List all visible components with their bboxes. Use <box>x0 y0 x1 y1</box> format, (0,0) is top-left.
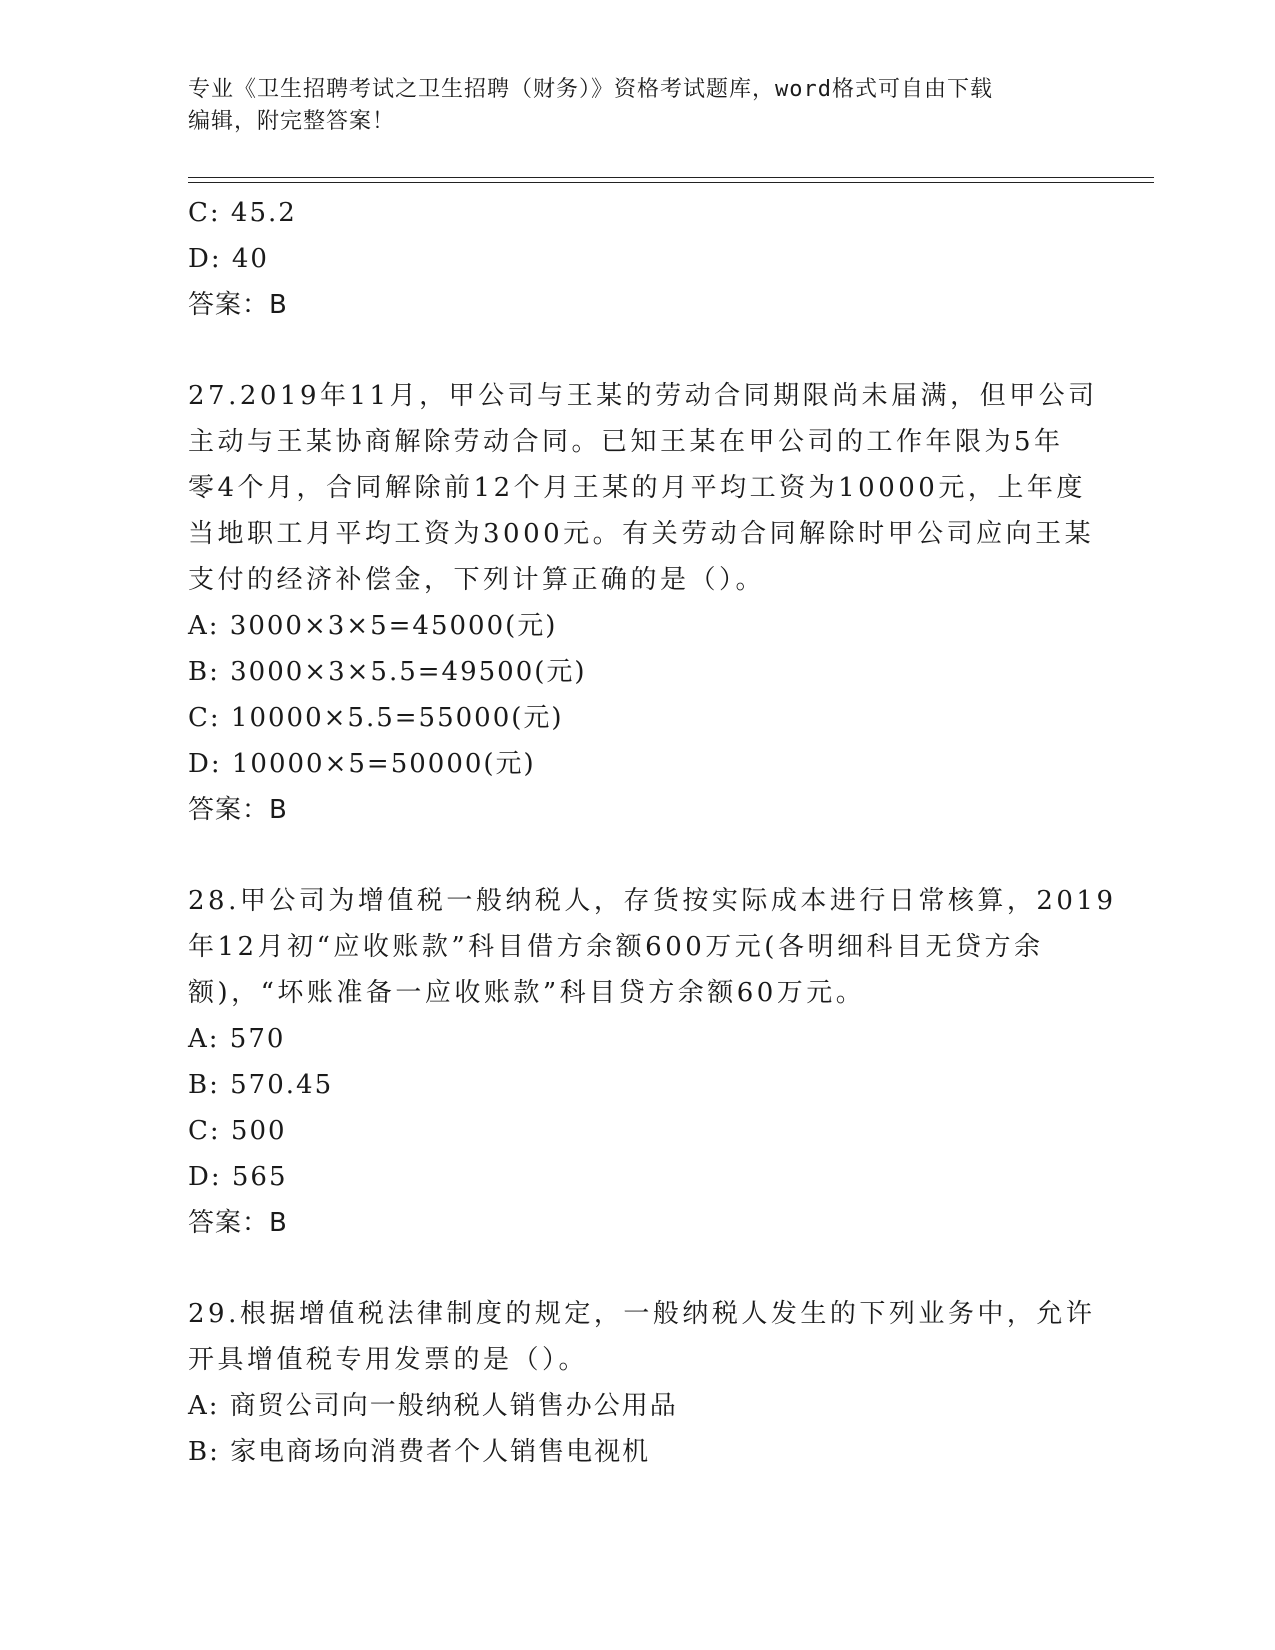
question-text-line: 开具增值税专用发票的是（）。 <box>188 1345 589 1375</box>
option-b: B: 570.45 <box>188 1070 334 1100</box>
option-a: A: 3000×3×5=45000(元) <box>188 611 558 641</box>
question-text-line: 零4个月，合同解除前12个月王某的月平均工资为10000元，上年度 <box>188 473 1086 503</box>
question-text-line: 当地职工月平均工资为3000元。有关劳动合同解除时甲公司应向王某 <box>188 519 1095 549</box>
option-b: B: 3000×3×5.5=49500(元) <box>188 657 587 687</box>
option-c: C: 10000×5.5=55000(元) <box>188 703 564 733</box>
answer: 答案：B <box>188 1208 288 1238</box>
option-d: D: 40 <box>188 244 269 274</box>
option-d: D: 565 <box>188 1162 288 1192</box>
question-prev <box>188 190 1088 328</box>
question-text-line: 29.根据增值税法律制度的规定，一般纳税人发生的下列业务中，允许 <box>188 1299 1096 1329</box>
question-text-line: 28.甲公司为增值税一般纳税人，存货按实际成本进行日常核算，2019 <box>188 886 1117 916</box>
question-text-line: 额)，“坏账准备一应收账款”科目贷方余额60万元。 <box>188 978 866 1008</box>
option-d: D: 10000×5=50000(元) <box>188 749 536 779</box>
document-header <box>188 74 1088 138</box>
option-b: B: 家电商场向消费者个人销售电视机 <box>188 1437 651 1467</box>
question-28 <box>188 878 1117 1246</box>
option-c: C: 500 <box>188 1116 287 1146</box>
option-a: A: 570 <box>188 1024 286 1054</box>
document-body <box>188 190 1117 1475</box>
header-rule-bottom <box>188 182 1154 183</box>
question-27 <box>188 373 1098 833</box>
answer: 答案：B <box>188 290 288 320</box>
header-line-1: 专业《卫生招聘考试之卫生招聘（财务）》资格考试题库，word格式可自由下载 <box>188 77 993 102</box>
question-text-line: 年12月初“应收账款”科目借方余额600万元(各明细科目无贷方余 <box>188 932 1044 962</box>
option-c: C: 45.2 <box>188 198 297 228</box>
question-29 <box>188 1291 1096 1475</box>
answer: 答案：B <box>188 795 288 825</box>
question-text-line: 27.2019年11月，甲公司与王某的劳动合同期限尚未届满，但甲公司 <box>188 381 1098 411</box>
option-a: A: 商贸公司向一般纳税人销售办公用品 <box>188 1391 678 1421</box>
question-text-line: 主动与王某协商解除劳动合同。已知王某在甲公司的工作年限为5年 <box>188 427 1064 457</box>
header-rule-top <box>188 177 1154 178</box>
question-text-line: 支付的经济补偿金，下列计算正确的是（）。 <box>188 565 766 595</box>
header-line-2: 编辑，附完整答案！ <box>188 109 396 134</box>
